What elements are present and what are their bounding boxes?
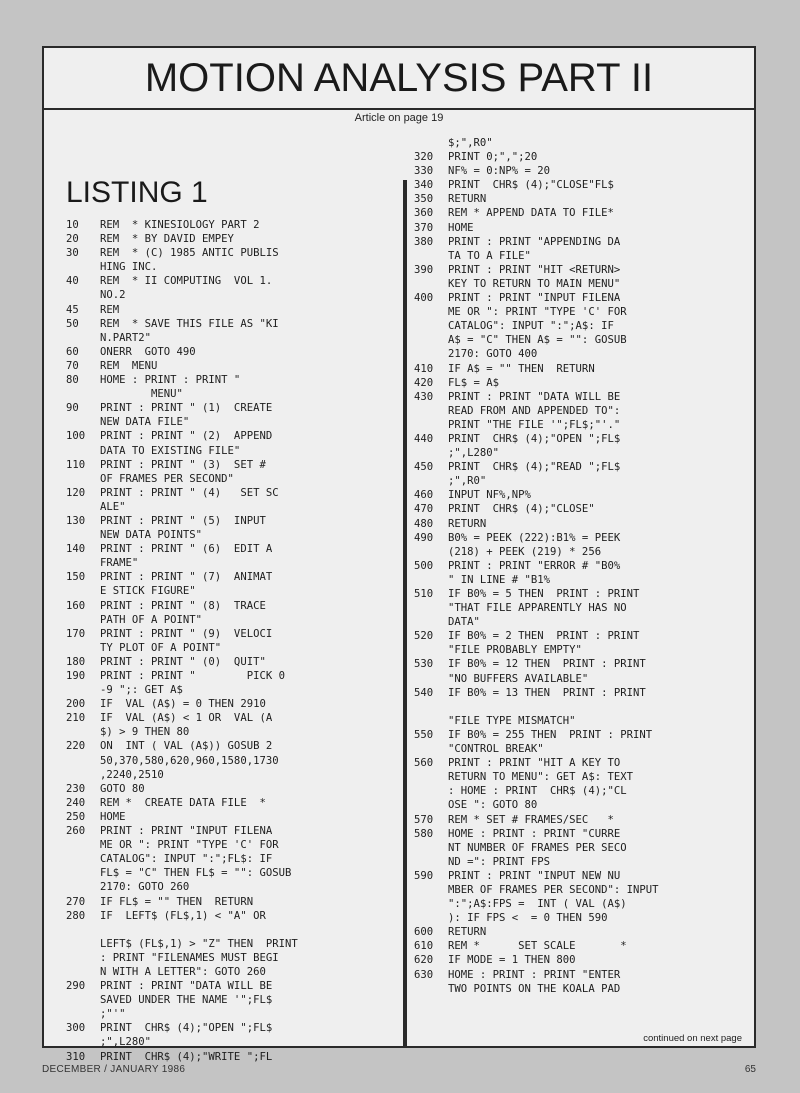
line-code: PRINT : PRINT "INPUT NEW NU MBER OF FRAMES PER SECOND": INPUT ":";A$:FPS = INT ( VAL (A$) ): IF FPS < = 0 THEN 590 [448, 869, 659, 925]
line-code: PRINT CHR$ (4);"CLOSE" [448, 503, 595, 516]
title-banner [44, 48, 754, 110]
line-code: GOTO 80 [100, 782, 145, 795]
line-number: 40 [66, 275, 79, 288]
line-number: 380 [414, 235, 434, 248]
code-line [66, 429, 400, 457]
code-line [66, 1050, 400, 1064]
line-number: 460 [414, 489, 434, 502]
line-code: PRINT : PRINT " (4) SET SC ALE" [100, 486, 279, 513]
line-number: 280 [66, 909, 86, 922]
line-code: IF B0% = 12 THEN PRINT : PRINT "NO BUFFERS AVAILABLE" [448, 658, 646, 685]
line-number: 470 [414, 503, 434, 516]
line-number: 610 [414, 940, 434, 953]
line-code: REM * II COMPUTING VOL 1. NO.2 [100, 275, 273, 302]
continued-note: continued on next page [643, 1033, 742, 1044]
line-number: 220 [66, 740, 86, 753]
line-number: 570 [414, 813, 434, 826]
line-number: 230 [66, 782, 86, 795]
line-number: 330 [414, 165, 434, 178]
footer-page-number: 65 [744, 1064, 756, 1075]
line-code: PRINT CHR$ (4);"OPEN ";FL$ ;",L280" [448, 432, 621, 460]
line-number: 510 [414, 588, 434, 600]
line-code: REM * SET SCALE * [448, 940, 627, 953]
code-line [414, 517, 736, 531]
line-number: 180 [66, 655, 86, 668]
code-line [414, 291, 736, 361]
code-line [66, 458, 400, 486]
code-line [414, 813, 736, 827]
code-line [414, 939, 736, 953]
code-line [66, 824, 400, 894]
column-divider [403, 180, 407, 1046]
code-line [66, 711, 400, 739]
code-line [414, 136, 736, 150]
line-code: PRINT : PRINT " (8) TRACE PATH OF A POINT" [100, 599, 266, 626]
line-code: PRINT CHR$ (4);"CLOSE"FL$ [448, 179, 614, 192]
code-line [66, 345, 400, 359]
listing-heading: LISTING 1 [66, 176, 208, 209]
line-number: 260 [66, 825, 86, 838]
page-title: MOTION ANALYSIS PART II [144, 55, 654, 100]
line-number: 350 [414, 193, 434, 206]
listing-frame [42, 46, 756, 1063]
line-number: 580 [414, 827, 434, 840]
line-code: REM * KINESIOLOGY PART 2 [100, 219, 260, 231]
line-code: IF MODE = 1 THEN 800 [448, 954, 576, 967]
code-line [66, 486, 400, 514]
code-line [414, 559, 736, 587]
line-number: 270 [66, 895, 86, 908]
line-code: IF VAL (A$) < 1 OR VAL (A $) > 9 THEN 80 [100, 712, 273, 739]
line-number: 45 [66, 303, 79, 316]
line-code: REM MENU [100, 359, 158, 372]
line-code: PRINT : PRINT " (9) VELOCI TY PLOT OF A POINT" [100, 627, 273, 654]
line-number: 70 [66, 359, 79, 372]
line-number: 10 [66, 219, 79, 231]
line-code: PRINT : PRINT " (1) CREATE NEW DATA FILE" [100, 402, 273, 429]
line-code: IF B0% = 5 THEN PRINT : PRINT "THAT FILE APPARENTLY HAS NO DATA" [448, 588, 640, 629]
line-code: REM * CREATE DATA FILE * [100, 796, 266, 809]
line-number: 140 [66, 543, 86, 556]
line-code: NF% = 0:NP% = 20 [448, 165, 551, 178]
code-line [414, 390, 736, 432]
line-code: PRINT : PRINT " (6) EDIT A FRAME" [100, 543, 273, 570]
line-number: 200 [66, 698, 86, 711]
line-number: 30 [66, 247, 79, 260]
code-line [414, 376, 736, 390]
line-number: 410 [414, 362, 434, 375]
line-number: 20 [66, 233, 79, 246]
code-line [414, 432, 736, 460]
listing-column-left [66, 136, 400, 1063]
line-number: 420 [414, 376, 434, 389]
line-code: PRINT : PRINT "INPUT FILENA ME OR ": PRINT "TYPE 'C' FOR CATALOG": INPUT ":";FL$: IF FL$ = "C" THEN FL$ = "": GOSUB 2170: GOTO 260 [100, 825, 292, 894]
code-line [414, 827, 736, 869]
code-lines-right [414, 136, 736, 996]
line-code: INPUT NF%,NP% [448, 489, 531, 502]
line-code: IF VAL (A$) = 0 THEN 2910 [100, 698, 266, 711]
line-number: 60 [66, 345, 79, 358]
code-line [414, 178, 736, 192]
code-line [66, 514, 400, 542]
line-number: 600 [414, 926, 434, 939]
line-code: RETURN [448, 193, 487, 206]
code-line [414, 206, 736, 220]
code-line [66, 909, 400, 979]
line-code: ON INT ( VAL (A$)) GOSUB 2 50,370,580,620,960,1580,1730 ,2240,2510 [100, 740, 279, 781]
line-number: 100 [66, 430, 86, 443]
code-line [414, 587, 736, 629]
code-lines-left [66, 218, 400, 1064]
line-code: B0% = PEEK (222):B1% = PEEK (218) + PEEK (219) * 256 [448, 531, 621, 558]
code-line [66, 669, 400, 697]
code-line [414, 869, 736, 925]
line-code: PRINT : PRINT "DATA WILL BE READ FROM AND APPENDED TO": PRINT "THE FILE '";FL$;"'." [448, 390, 621, 431]
code-line [414, 235, 736, 263]
line-code: PRINT : PRINT "HIT <RETURN> KEY TO RETURN TO MAIN MENU" [448, 263, 621, 290]
code-line [414, 728, 736, 756]
line-code: IF B0% = 13 THEN PRINT : PRINT "FILE TYPE MISMATCH" [448, 686, 646, 727]
code-line [66, 599, 400, 627]
line-code: PRINT : PRINT "APPENDING DA TA TO A FILE" [448, 235, 621, 262]
code-line [66, 697, 400, 711]
line-number: 80 [66, 374, 79, 387]
line-code: PRINT : PRINT " (0) QUIT" [100, 655, 266, 668]
code-line [414, 362, 736, 376]
line-number: 520 [414, 630, 434, 643]
code-line [414, 968, 736, 996]
line-number: 290 [66, 980, 86, 993]
line-code: RETURN [448, 517, 487, 530]
listing-column-right [414, 136, 736, 1046]
line-code: IF A$ = "" THEN RETURN [448, 362, 595, 375]
line-number: 110 [66, 458, 86, 471]
code-line [66, 895, 400, 909]
line-code: REM * APPEND DATA TO FILE* [448, 207, 614, 220]
code-line [66, 401, 400, 429]
code-line [414, 263, 736, 291]
line-number: 160 [66, 599, 86, 612]
code-line [66, 627, 400, 655]
line-code: PRINT : PRINT " PICK 0 -9 ";: GET A$ [100, 670, 285, 697]
code-line [66, 359, 400, 373]
line-code: HOME : PRINT : PRINT "ENTER TWO POINTS ON THE KOALA PAD [448, 968, 621, 995]
code-line [66, 303, 400, 317]
line-number: 90 [66, 402, 79, 415]
line-number: 560 [414, 757, 434, 770]
line-code: PRINT CHR$ (4);"WRITE ";FL [100, 1050, 273, 1063]
line-number: 310 [66, 1050, 86, 1063]
code-line [66, 317, 400, 345]
code-line [66, 246, 400, 274]
line-code: PRINT : PRINT "ERROR # "B0% " IN LINE # "B1% [448, 559, 621, 586]
line-number: 540 [414, 686, 434, 699]
code-line [66, 810, 400, 824]
line-code: ONERR GOTO 490 [100, 345, 196, 358]
code-line [414, 150, 736, 164]
line-number: 130 [66, 514, 86, 527]
line-number: 50 [66, 317, 79, 330]
line-code: PRINT : PRINT "DATA WILL BE SAVED UNDER THE NAME '";FL$ ;"'" [100, 980, 273, 1021]
code-line [66, 1021, 400, 1049]
code-line [414, 164, 736, 178]
code-line [414, 953, 736, 967]
line-code: HOME : PRINT : PRINT " MENU" [100, 374, 241, 401]
line-code: REM * SET # FRAMES/SEC * [448, 813, 614, 826]
line-code: IF LEFT$ (FL$,1) < "A" OR LEFT$ (FL$,1) > "Z" THEN PRINT : PRINT "FILENAMES MUST BEGI N WITH A LETTER": GOTO 260 [100, 909, 298, 978]
line-number: 150 [66, 571, 86, 584]
line-code: RETURN [448, 926, 487, 939]
code-line [414, 686, 736, 728]
line-number: 300 [66, 1022, 86, 1035]
line-number: 480 [414, 517, 434, 530]
line-number: 320 [414, 151, 434, 164]
line-number: 430 [414, 390, 434, 403]
line-number: 370 [414, 221, 434, 234]
line-code: IF B0% = 255 THEN PRINT : PRINT "CONTROL BREAK" [448, 728, 653, 756]
line-number: 190 [66, 670, 86, 682]
line-code: $;",R0" [448, 137, 493, 149]
line-number: 630 [414, 968, 434, 981]
line-code: PRINT 0;",";20 [448, 151, 538, 164]
code-line [66, 232, 400, 246]
code-line [414, 502, 736, 516]
line-number: 550 [414, 728, 434, 741]
code-line [66, 542, 400, 570]
code-line [414, 925, 736, 939]
line-number: 400 [414, 292, 434, 305]
code-line [414, 531, 736, 559]
line-code: FL$ = A$ [448, 376, 500, 389]
code-line [414, 629, 736, 657]
code-line [414, 488, 736, 502]
line-code: REM * SAVE THIS FILE AS "KI N.PART2" [100, 317, 279, 344]
line-number: 590 [414, 869, 434, 882]
line-number: 490 [414, 531, 434, 544]
line-code: PRINT : PRINT "HIT A KEY TO RETURN TO MENU": GET A$: TEXT : HOME : PRINT CHR$ (4);"CL OSE ": GOTO 80 [448, 757, 633, 812]
line-number: 530 [414, 658, 434, 671]
code-line [66, 979, 400, 1021]
code-line [66, 796, 400, 810]
code-line [66, 373, 400, 401]
line-number: 500 [414, 559, 434, 572]
footer-issue: DECEMBER / JANUARY 1986 [42, 1064, 186, 1075]
code-line [414, 756, 736, 812]
line-number: 620 [414, 954, 434, 967]
line-number: 360 [414, 207, 434, 220]
line-code: PRINT : PRINT " (7) ANIMAT E STICK FIGURE" [100, 571, 273, 598]
line-number: 250 [66, 810, 86, 823]
line-code: REM * (C) 1985 ANTIC PUBLIS HING INC. [100, 247, 279, 274]
code-line [66, 782, 400, 796]
line-code: HOME : PRINT : PRINT "CURRE NT NUMBER OF FRAMES PER SECO ND =": PRINT FPS [448, 827, 627, 868]
line-code: PRINT : PRINT " (5) INPUT NEW DATA POINTS" [100, 514, 266, 542]
line-code: IF B0% = 2 THEN PRINT : PRINT "FILE PROBABLY EMPTY" [448, 630, 640, 657]
line-code: IF FL$ = "" THEN RETURN [100, 895, 254, 908]
line-code: REM * BY DAVID EMPEY [100, 233, 234, 246]
line-code: PRINT CHR$ (4);"OPEN ";FL$ ;",L280" [100, 1022, 273, 1049]
line-code: PRINT : PRINT " (2) APPEND DATA TO EXISTING FILE" [100, 430, 273, 457]
line-code: PRINT : PRINT "INPUT FILENA ME OR ": PRINT "TYPE 'C' FOR CATALOG": INPUT ":";A$: IF A$ = "C" THEN A$ = "": GOSUB 2170: GOTO 400 [448, 292, 627, 361]
line-number [414, 136, 448, 150]
code-line [66, 739, 400, 781]
code-line [66, 218, 400, 232]
line-code: HOME [100, 810, 126, 823]
code-line [414, 221, 736, 235]
line-code: PRINT CHR$ (4);"READ ";FL$ ;",R0" [448, 461, 621, 488]
line-number: 210 [66, 712, 86, 725]
code-line [414, 460, 736, 488]
line-number: 450 [414, 461, 434, 474]
article-reference: Article on page 19 [354, 112, 444, 124]
line-number: 240 [66, 796, 86, 809]
code-line [414, 657, 736, 685]
line-number: 170 [66, 627, 86, 640]
line-code: PRINT : PRINT " (3) SET # OF FRAMES PER SECOND" [100, 458, 266, 485]
line-number: 120 [66, 486, 86, 499]
code-line [66, 570, 400, 598]
code-line [66, 655, 400, 669]
code-line [414, 192, 736, 206]
line-number: 440 [414, 432, 434, 445]
line-number: 340 [414, 179, 434, 192]
code-line [66, 274, 400, 302]
line-code: REM [100, 303, 120, 316]
line-number: 390 [414, 263, 434, 276]
line-code: HOME [448, 221, 474, 234]
